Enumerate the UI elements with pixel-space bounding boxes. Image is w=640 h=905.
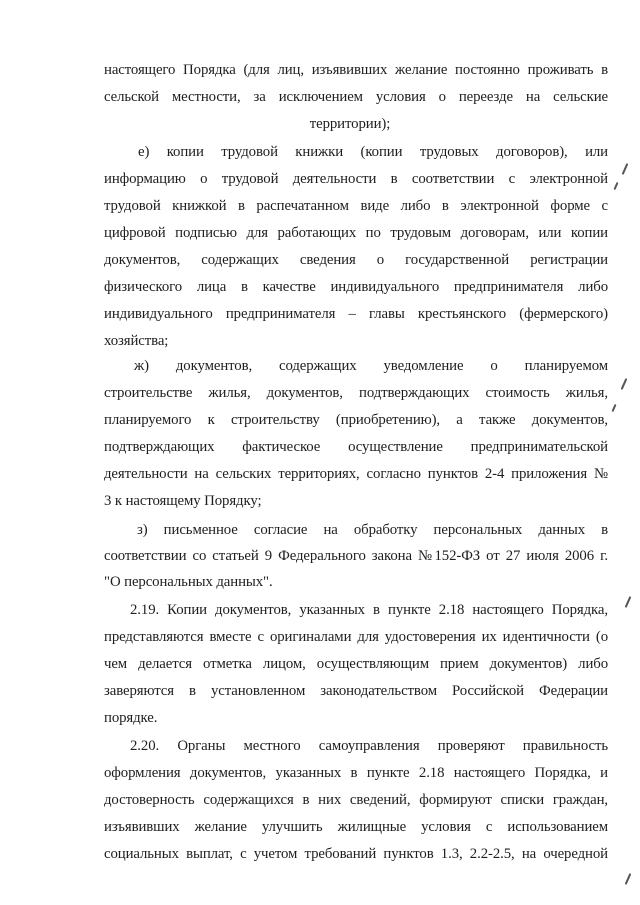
text-line: документов, содержащих сведения о государственной регистрации: [104, 252, 608, 268]
scan-mark: [621, 378, 628, 390]
text-line: ж) документов, содержащих уведомление о планируемом: [134, 358, 608, 374]
text-line: изъявивших желание улучшить жилищные условия с использованием: [104, 819, 608, 835]
text-line: 2.20. Органы местного самоуправления проверяют правильность: [130, 738, 608, 754]
scan-mark: [625, 596, 632, 608]
scan-mark: [625, 873, 632, 885]
text-line: подтверждающих фактическое осуществление предпринимательской: [104, 439, 608, 455]
text-line: индивидуального предпринимателя – главы крестьянского (фермерского): [104, 306, 608, 322]
text-line: деятельности на сельских территориях, согласно пунктов 2-4 приложения №: [104, 466, 608, 482]
text-line: порядке.: [104, 710, 158, 726]
text-line: "О персональных данных".: [104, 574, 273, 590]
text-line: соответствии со статьей 9 Федерального закона №152-ФЗ от 27 июля 2006 г.: [104, 548, 608, 564]
text-line: оформления документов, указанных в пункте 2.18 настоящего Порядка, и: [104, 765, 608, 781]
text-line: физического лица в качестве индивидуального предпринимателя либо: [104, 279, 608, 295]
text-line: 3 к настоящему Порядку;: [104, 493, 262, 509]
text-line: е) копии трудовой книжки (копии трудовых договоров), или: [138, 144, 608, 160]
scan-mark: [613, 182, 618, 190]
scan-mark: [622, 163, 629, 175]
text-line: чем делается отметка лицом, осуществляющим прием документов) либо: [104, 656, 608, 672]
text-line: представляются вместе с оригиналами для удостоверения их идентичности (о: [104, 629, 608, 645]
text-line: цифровой подписью для работающих по трудовым договорам, или копии: [104, 225, 608, 241]
scan-mark: [611, 404, 616, 412]
text-line: заверяются в установленном законодательством Российской Федерации: [104, 683, 608, 699]
text-line: сельской местности, за исключением условия о переезде на сельские: [104, 89, 608, 105]
text-line: 2.19. Копии документов, указанных в пункте 2.18 настоящего Порядка,: [130, 602, 608, 618]
text-line: территории);: [309, 116, 391, 132]
text-line: социальных выплат, с учетом требований пунктов 1.3, 2.2-2.5, на очередной: [104, 846, 608, 862]
text-line: достоверность содержащихся в них сведений, формируют списки граждан,: [104, 792, 608, 808]
text-line: информацию о трудовой деятельности в соответствии с электронной: [104, 171, 608, 187]
text-line: планируемого к строительству (приобретению), а также документов,: [104, 412, 608, 428]
text-line: з) письменное согласие на обработку персональных данных в: [137, 522, 608, 538]
text-line: настоящего Порядка (для лиц, изъявивших желание постоянно проживать в: [104, 62, 608, 78]
text-line: хозяйства;: [104, 333, 169, 349]
text-line: строительстве жилья, документов, подтверждающих стоимость жилья,: [104, 385, 608, 401]
text-line: трудовой книжкой в распечатанном виде либо в электронной форме с: [104, 198, 608, 214]
